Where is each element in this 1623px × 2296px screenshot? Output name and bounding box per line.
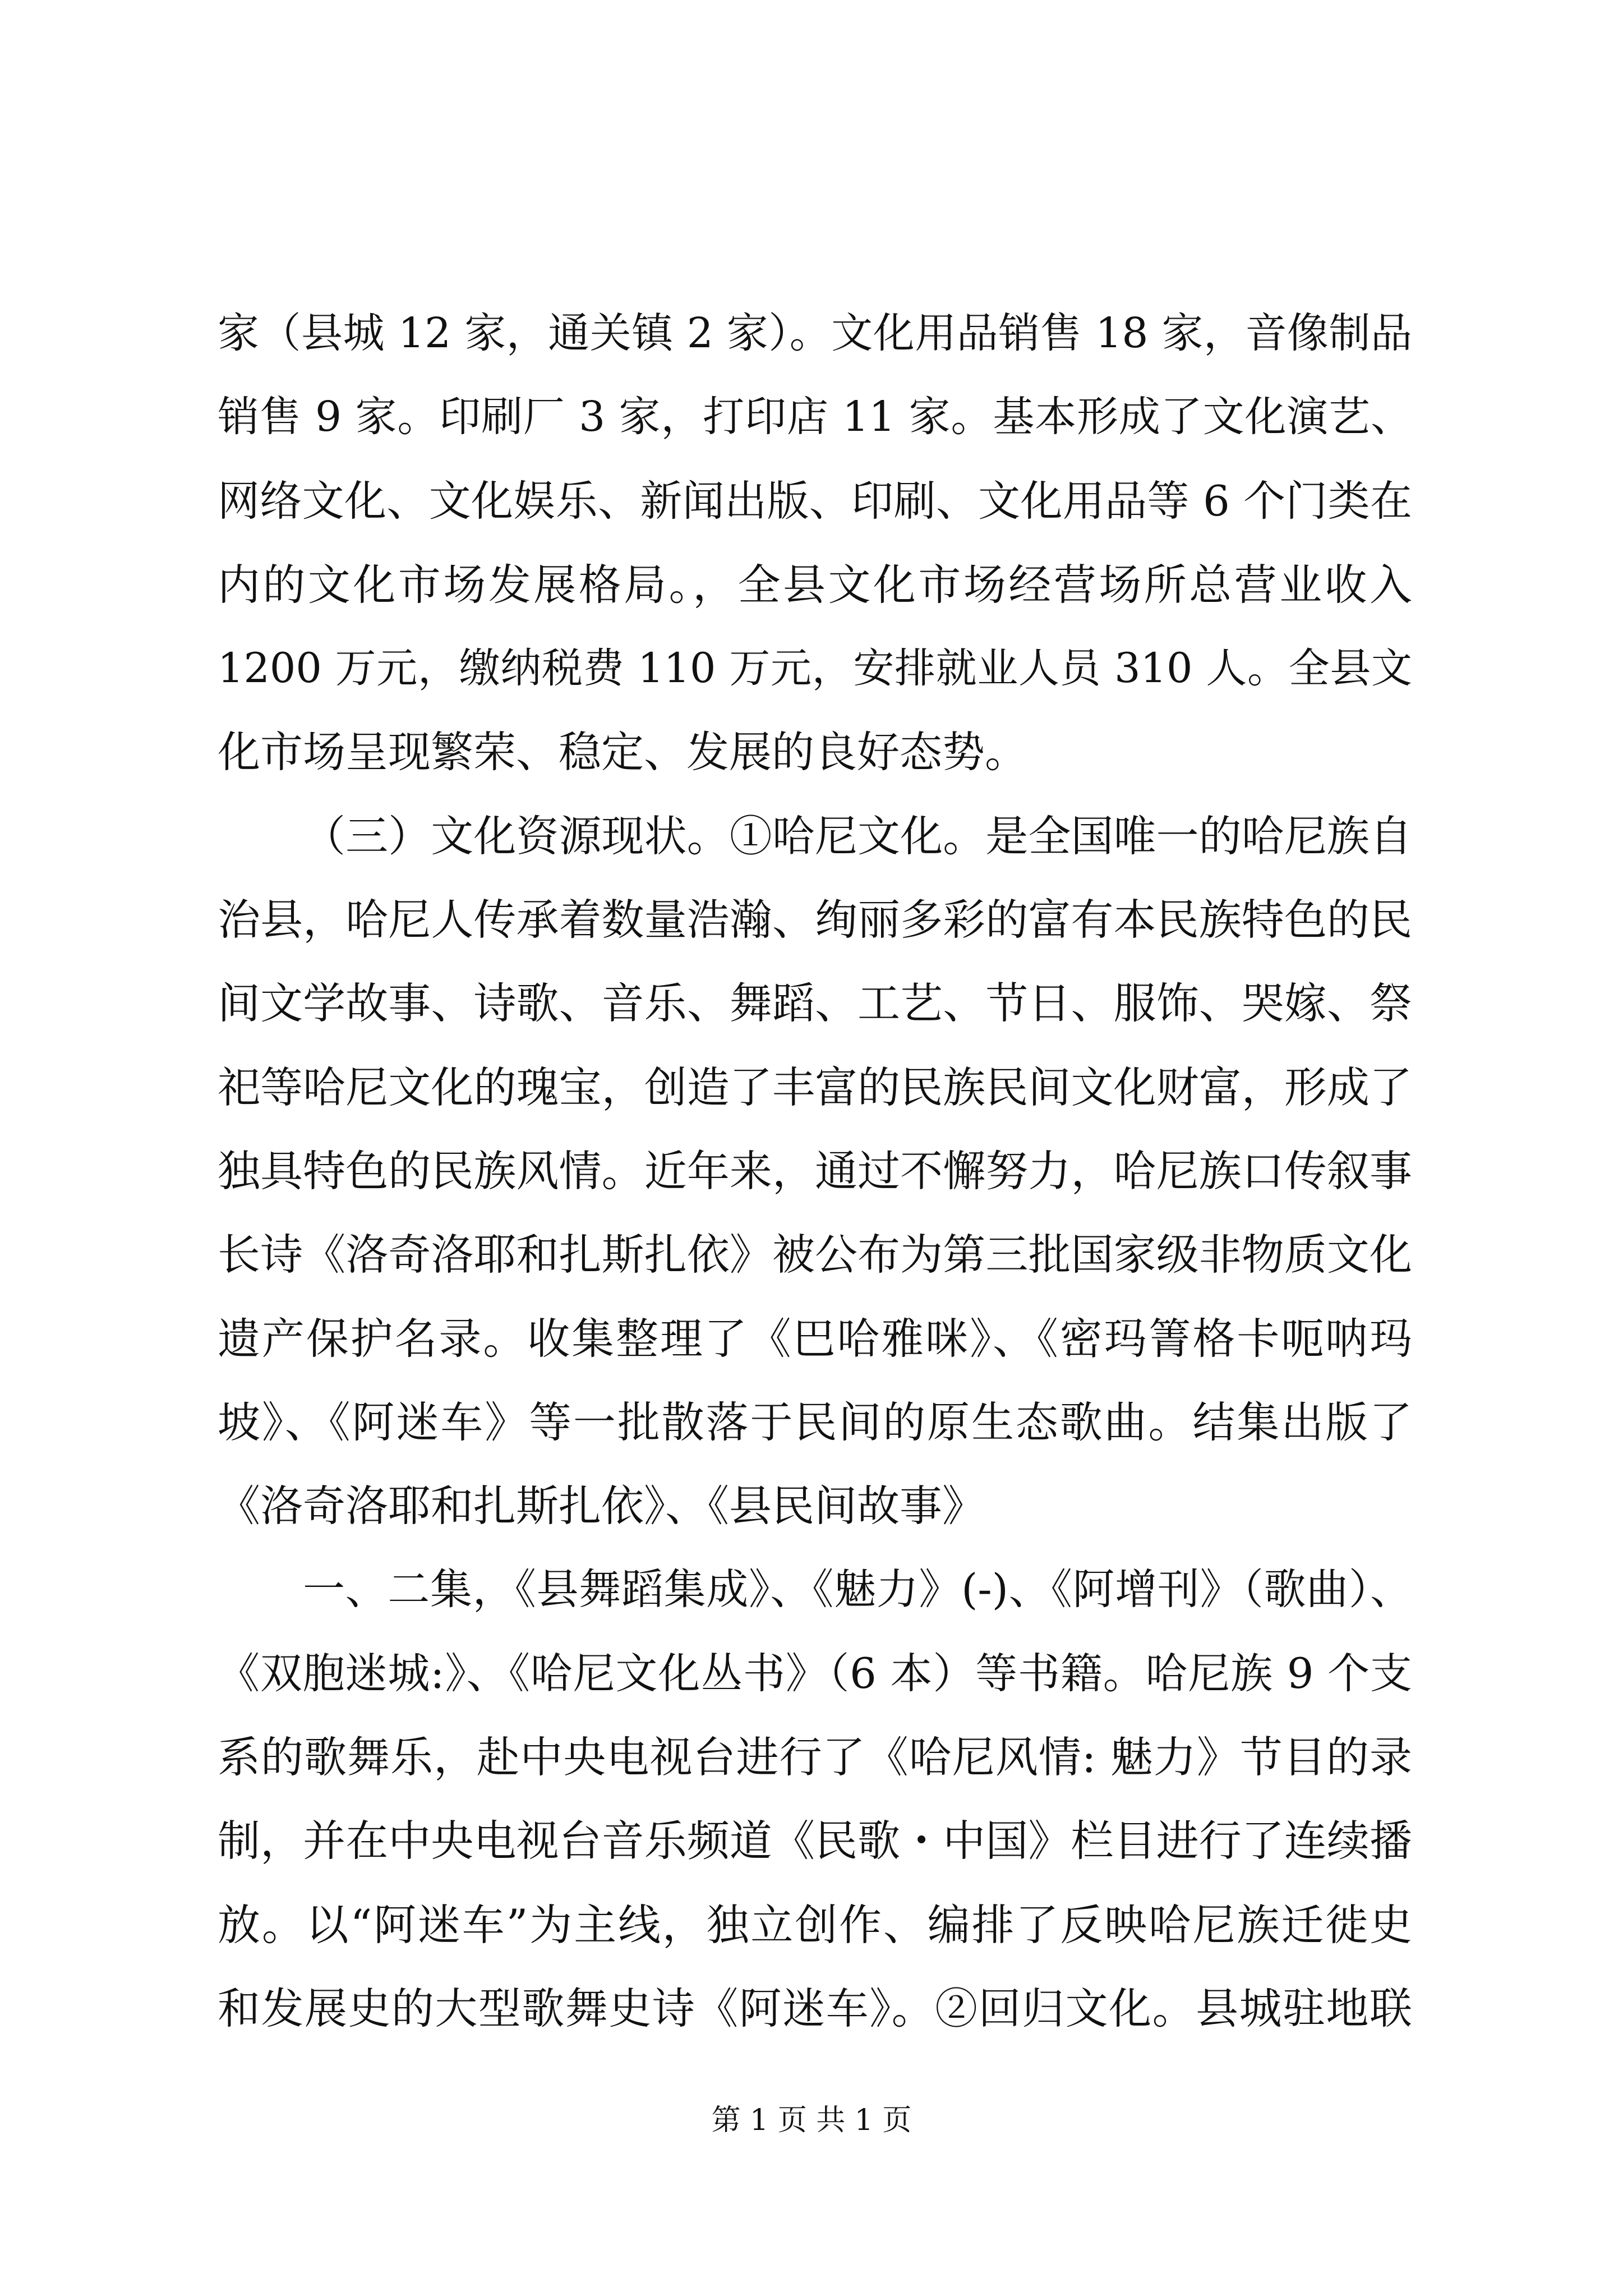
text-line: 遗产保护名录。收集整理了《巴哈雅咪》、《密玛箐格卡呃呐玛 [218,1313,1412,1364]
text-line: 家（县城 12 家，通关镇 2 家）。文化用品销售 18 家，音像制品 [218,309,1412,357]
text-line: 治县，哈尼人传承着数量浩瀚、绚丽多彩的富有本民族特色的民 [218,895,1412,945]
text-line: 销售 9 家。印刷厂 3 家，打印店 11 家。基本形成了文化演艺、 [218,393,1412,441]
text-line: 系的歌舞乐，赴中央电视台进行了《哈尼风情: 魅力》节目的录 [218,1732,1412,1783]
text-line: 放。以“阿迷车”为主线，独立创作、编排了反映哈尼族迁徙史 [218,1899,1412,1950]
text-line: 内的文化市场发展格局。，全县文化市场经营场所总营业收入 [218,559,1412,610]
text-line: 长诗《洛奇洛耶和扎斯扎依》被公布为第三批国家级非物质文化 [218,1230,1412,1280]
page-footer: 第 1 页 共 1 页 [711,2104,912,2137]
text-line: 化市场呈现繁荣、稳定、发展的良好态势。 [218,727,1027,777]
text-line: 一、二集，《县舞蹈集成》、《魅力》(-)、《阿增刊》（歌曲）、 [303,1565,1412,1614]
text-line: 制，并在中央电视台音乐频道《民歌・中国》栏目进行了连续播 [218,1816,1412,1866]
text-line: 《双胞迷城:》、《哈尼文化丛书》（6 本）等书籍。哈尼族 9 个支 [218,1648,1412,1698]
text-line: 祀等哈尼文化的瑰宝，创造了丰富的民族民间文化财富，形成了 [218,1062,1412,1112]
text-line: 独具特色的民族风情。近年来，通过不懈努力，哈尼族口传叙事 [218,1145,1412,1196]
text-line: 《洛奇洛耶和扎斯扎依》、《县民间故事》 [218,1481,985,1531]
text-line: 间文学故事、诗歌、音乐、舞蹈、工艺、节日、服饰、哭嫁、祭 [218,978,1412,1029]
text-line: 1200 万元，缴纳税费 110 万元，安排就业人员 310 人。全县文 [218,645,1412,693]
text-line: 网络文化、文化娱乐、新闻出版、印刷、文化用品等 6 个门类在 [218,476,1412,526]
text-line: 坡》、《阿迷车》等一批散落于民间的原生态歌曲。结集出版了 [218,1397,1412,1447]
body-text [218,292,1412,2050]
text-line: （三）文化资源现状。①哈尼文化。是全国唯一的哈尼族自 [303,811,1412,861]
text-line: 和发展史的大型歌舞史诗《阿迷车》。②回归文化。县城驻地联 [218,1983,1412,2033]
